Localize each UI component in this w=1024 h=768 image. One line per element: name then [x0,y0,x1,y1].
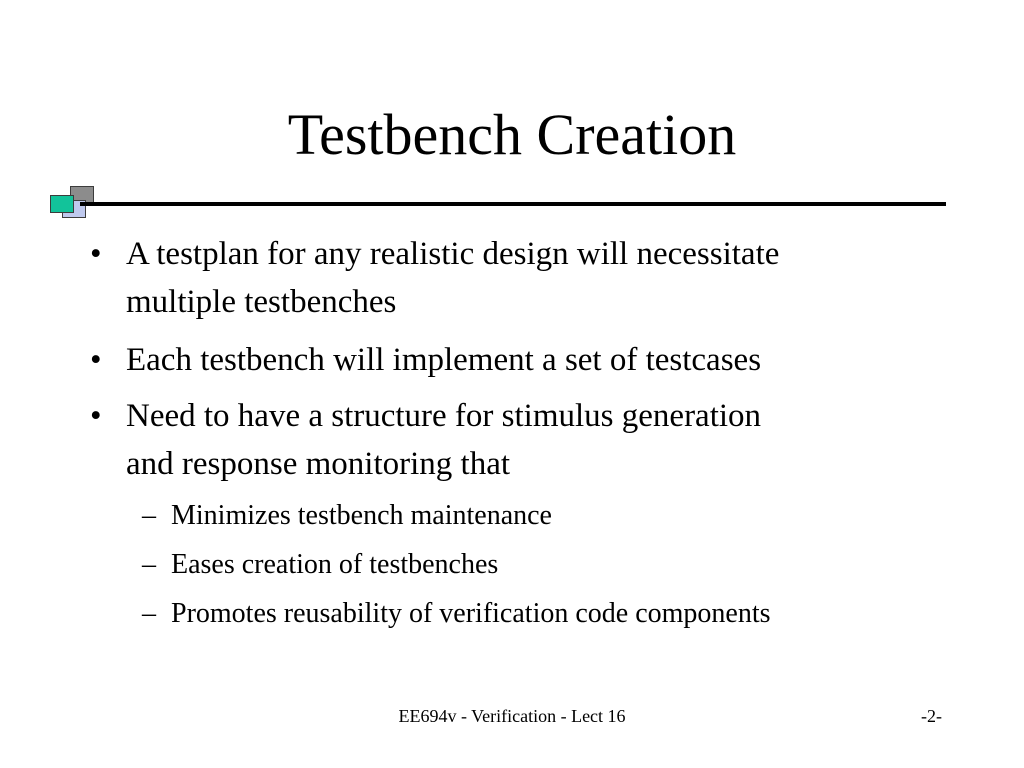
bullet-text: Need to have a structure for stimulus generation [126,398,762,434]
sub-bullet-text: Eases creation of testbenches [171,549,499,580]
bullet-marker: • [90,236,102,272]
sub-bullet-marker: – [142,598,156,629]
footer-course-label: EE694v - Verification - Lect 16 [398,706,626,726]
bullet-text: Each testbench will implement a set of testcases [126,342,762,378]
sub-bullet-marker: – [142,549,156,580]
sub-bullet-text: Minimizes testbench maintenance [171,500,552,531]
footer-page-number: -2- [921,706,942,726]
sub-bullet-text: Promotes reusability of verification code components [171,598,771,629]
bullet-marker: • [90,398,102,434]
bullet-text: A testplan for any realistic design will necessitate [126,236,780,272]
bullet-text: and response monitoring that [126,446,511,482]
sub-bullet-marker: – [142,500,156,531]
bullet-text: multiple testbenches [126,284,397,320]
slide-title: Testbench Creation [287,102,737,167]
bullet-marker: • [90,342,102,378]
